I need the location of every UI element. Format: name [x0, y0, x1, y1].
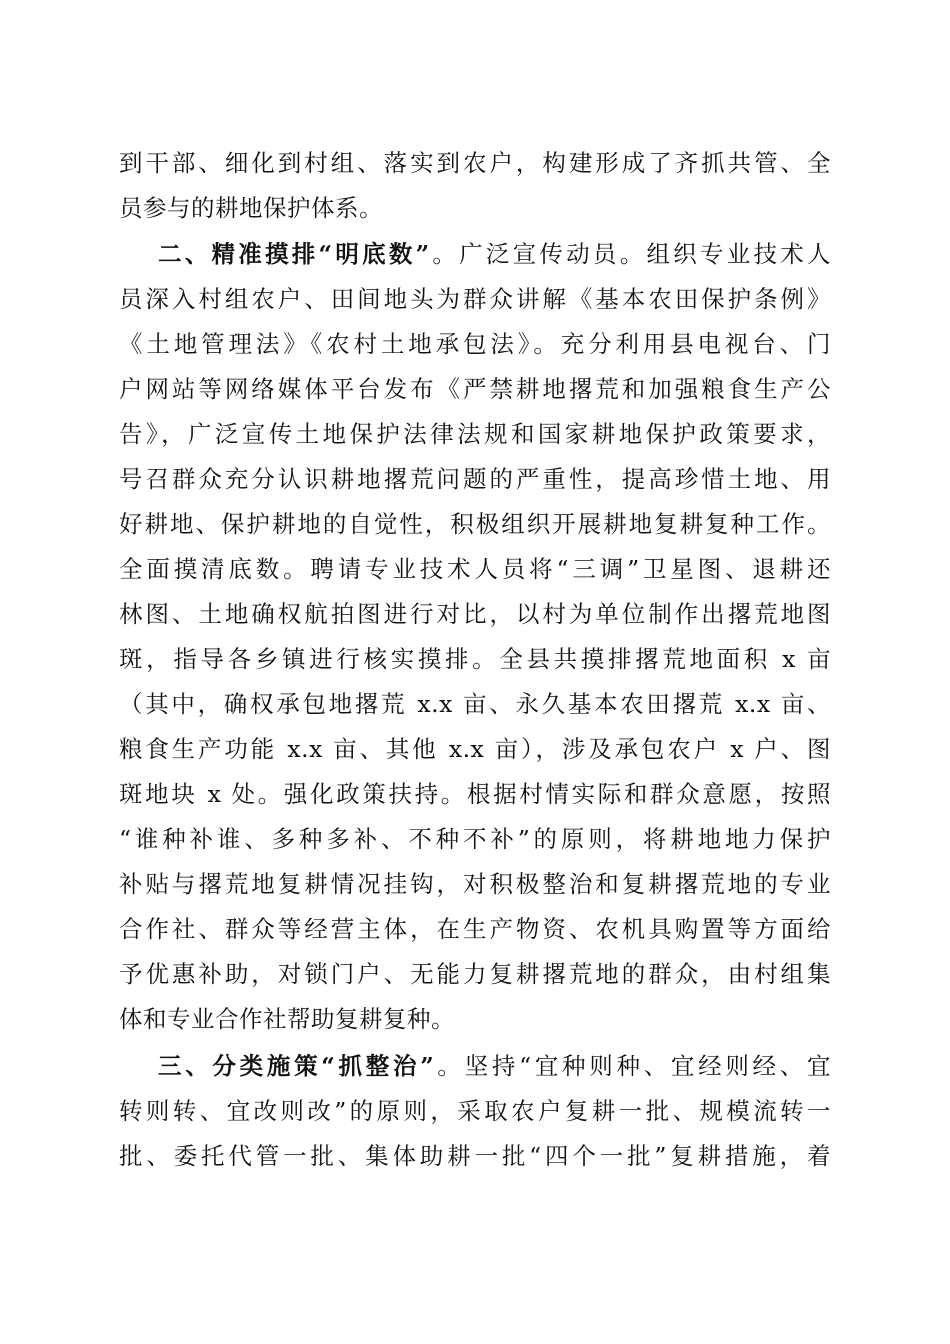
paragraph-line: 全面摸清底数。聘请专业技术人员将“三调”卫星图、退耕还 — [119, 555, 831, 583]
section-heading: 三、分类施策“抓整治” — [158, 1052, 435, 1080]
paragraph-line: 号召群众充分认识耕地撂荒问题的严重性，提高珍惜土地、用 — [119, 465, 831, 493]
section-3-first-line — [158, 1046, 831, 1086]
paragraph-line: （其中，确权承包地撂荒 x.x 亩、永久基本农田撂荒 x.x 亩、 — [119, 690, 831, 718]
paragraph-line: 予优惠补助，对锁门户、无能力复耕撂荒地的群众，由村组集 — [119, 960, 831, 988]
paragraph-line: 体和专业合作社帮助复耕复种。 — [119, 1005, 455, 1033]
paragraph-line: 斑，指导各乡镇进行核实摸排。全县共摸排撂荒地面积 x 亩 — [119, 645, 831, 673]
paragraph-line: 员深入村组农户、田间地头为群众讲解《基本农田保护条例》 — [119, 285, 831, 313]
section-text: 。坚持“宜种则种、宜经则经、宜 — [434, 1052, 831, 1080]
paragraph-line: “谁种补谁、多种多补、不种不补”的原则，将耕地地力保护 — [119, 825, 831, 853]
section-text: 。广泛宣传动员。组织专业技术人 — [429, 240, 831, 268]
paragraph-line: 斑地块 x 处。强化政策扶持。根据村情实际和群众意愿，按照 — [119, 780, 831, 808]
section-heading: 二、精准摸排“明底数” — [158, 240, 430, 268]
paragraph-line: 告》，广泛宣传土地保护法律法规和国家耕地保护政策要求， — [119, 420, 831, 448]
section-2-first-line — [158, 234, 831, 274]
paragraph-line: 员参与的耕地保护体系。 — [119, 194, 383, 222]
paragraph-line: 户网站等网络媒体平台发布《严禁耕地撂荒和加强粮食生产公 — [119, 375, 831, 403]
paragraph-line: 到干部、细化到村组、落实到农户，构建形成了齐抓共管、全 — [119, 149, 831, 177]
paragraph-line: 合作社、群众等经营主体，在生产物资、农机具购置等方面给 — [119, 915, 831, 943]
paragraph-line: 补贴与撂荒地复耕情况挂钩，对积极整治和复耕撂荒地的专业 — [119, 870, 831, 898]
paragraph-line: 粮食生产功能 x.x 亩、其他 x.x 亩），涉及承包农户 x 户、图 — [119, 735, 831, 763]
paragraph-line: 《土地管理法》《农村土地承包法》。充分利用县电视台、门 — [119, 330, 831, 358]
paragraph-line: 林图、土地确权航拍图进行对比，以村为单位制作出撂荒地图 — [119, 600, 831, 628]
paragraph-line: 好耕地、保护耕地的自觉性，积极组织开展耕地复耕复种工作。 — [119, 510, 831, 538]
paragraph-line: 批、委托代管一批、集体助耕一批“四个一批”复耕措施，着 — [119, 1142, 831, 1170]
paragraph-line: 转则转、宜改则改”的原则，采取农户复耕一批、规模流转一 — [119, 1097, 831, 1125]
